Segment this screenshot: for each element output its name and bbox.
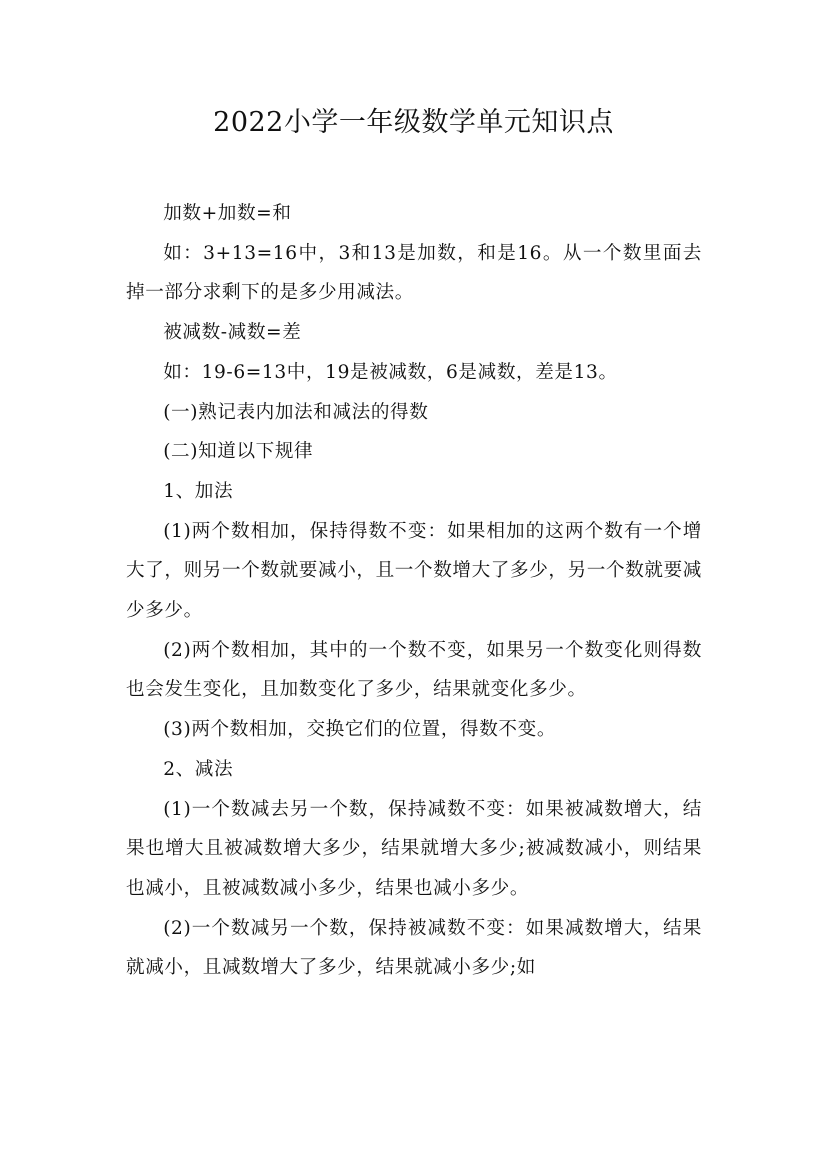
- paragraph: 如：3+13=16中，3和13是加数，和是16。从一个数里面去掉一部分求剩下的是多少用减法。: [126, 242, 702, 304]
- paragraph: 2、减法: [163, 758, 234, 780]
- paragraph: (1)一个数减去另一个数，保持减数不变：如果被减数增大，结果也增大且被减数增大多少，结果就增大多少;被减数减小，则结果也减小，且被减数减小多少，结果也减小多少。: [126, 798, 702, 899]
- paragraph: 加数+加数=和: [163, 203, 292, 224]
- paragraph: (2)一个数减另一个数，保持被减数不变：如果减数增大，结果就减小，且减数增大了多少，结果就减小多少;如: [126, 917, 702, 979]
- paragraph: 1、加法: [163, 480, 234, 502]
- paragraph: (二)知道以下规律: [163, 441, 314, 463]
- document-body: [126, 194, 702, 988]
- paragraph: (3)两个数相加，交换它们的位置，得数不变。: [163, 719, 557, 741]
- paragraph: (2)两个数相加，其中的一个数不变，如果另一个数变化则得数也会发生变化，且加数变化了多少，结果就变化多少。: [126, 639, 702, 701]
- document-title: 2022小学一年级数学单元知识点: [213, 107, 614, 138]
- paragraph: 如：19-6=13中，19是被减数，6是减数，差是13。: [163, 361, 618, 383]
- paragraph: (1)两个数相加，保持得数不变：如果相加的这两个数有一个增大了，则另一个数就要减小，且一个数增大了多少，另一个数就要减少多少。: [126, 520, 702, 622]
- paragraph: (一)熟记表内加法和减法的得数: [163, 401, 429, 423]
- paragraph: 被减数-减数=差: [163, 322, 302, 344]
